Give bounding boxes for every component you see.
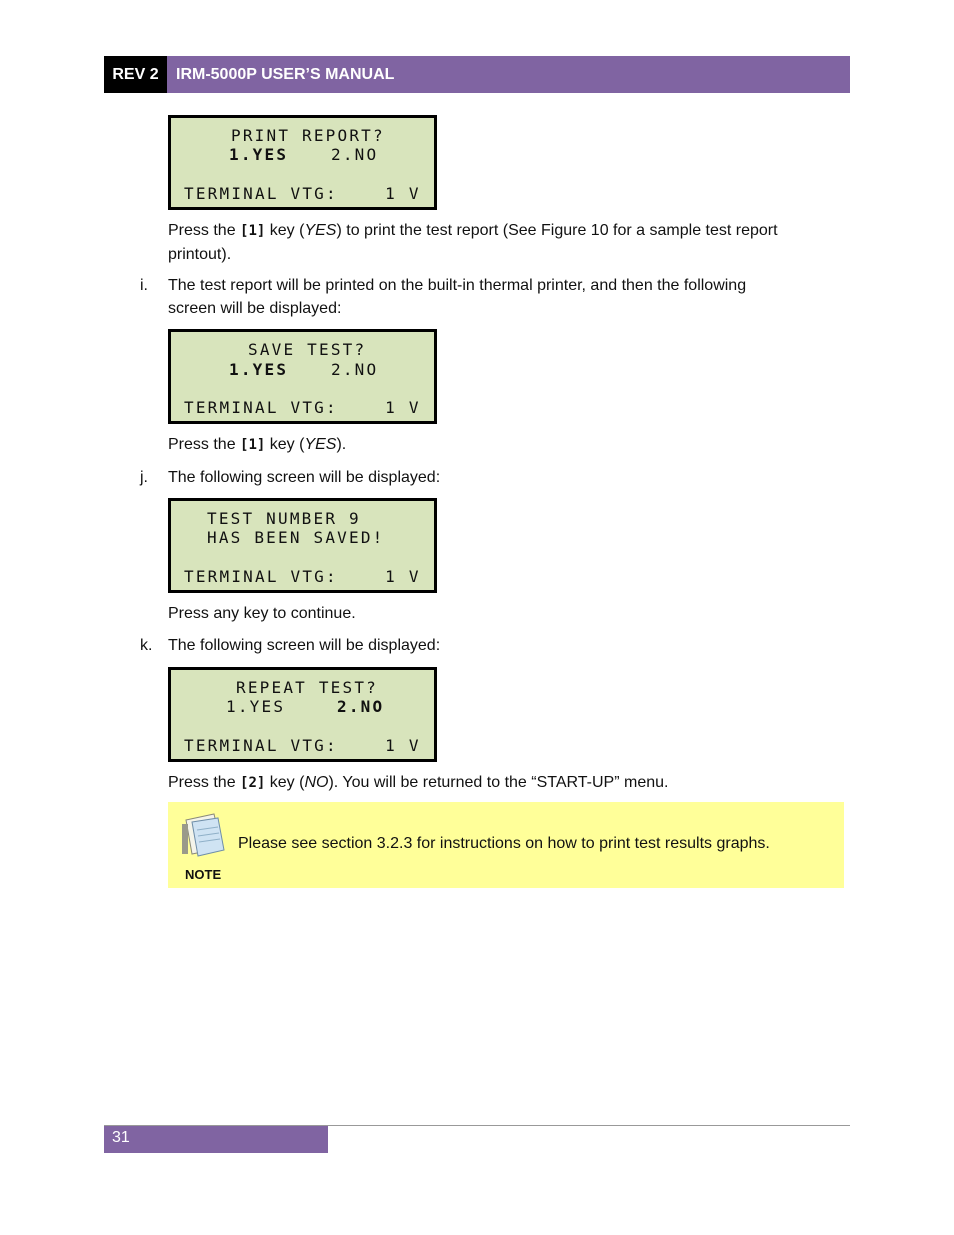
paragraph-press-any-key: Press any key to continue. — [168, 605, 356, 622]
list-marker-j: j. — [140, 469, 148, 486]
list-item-k: The following screen will be displayed: — [168, 637, 441, 654]
list-item-j: The following screen will be displayed: — [168, 469, 441, 486]
lcd-yes-option: 1.YES — [229, 360, 289, 379]
note-box — [168, 802, 844, 888]
key-label: [1] — [240, 223, 266, 239]
notepad-icon — [178, 810, 230, 858]
lcd-repeat-test — [168, 667, 437, 762]
lcd-line-2: HAS BEEN SAVED! — [207, 528, 385, 547]
manual-title: IRM-5000P USER’S MANUAL — [167, 56, 850, 93]
lcd-yes-option: 1.YES — [226, 697, 286, 716]
lcd-no-option: 2.NO — [331, 145, 379, 164]
paragraph-press-2-no: Press the [2] key (NO). You will be returned to the “START-UP” menu. — [168, 774, 669, 791]
lcd-terminal-voltage: TERMINAL VTG: 1 V — [184, 736, 421, 755]
lcd-line-1: REPEAT TEST? — [236, 678, 378, 697]
note-label: NOTE — [185, 867, 222, 882]
lcd-yes-option: 1.YES — [229, 145, 289, 164]
lcd-terminal-voltage: TERMINAL VTG: 1 V — [184, 184, 421, 203]
lcd-terminal-voltage: TERMINAL VTG: 1 V — [184, 567, 421, 586]
lcd-test-saved — [168, 498, 437, 593]
lcd-line-1: TEST NUMBER 9 — [207, 509, 361, 528]
list-marker-k: k. — [140, 637, 153, 654]
list-marker-i: i. — [140, 277, 148, 294]
lcd-terminal-voltage: TERMINAL VTG: 1 V — [184, 398, 421, 417]
paragraph-press-1-save: Press the [1] key (YES). — [168, 436, 347, 453]
page-header — [104, 56, 850, 93]
list-item-i: The test report will be printed on the built-in thermal printer, and then the following screen will be displayed: — [168, 277, 747, 317]
lcd-no-option: 2.NO — [337, 697, 385, 716]
paragraph-press-1-print: Press the [1] key (YES) to print the test report (See Figure 10 for a sample test report printout). — [168, 222, 778, 263]
lcd-save-test — [168, 329, 437, 424]
lcd-line-1: SAVE TEST? — [248, 340, 367, 359]
key-label: [2] — [240, 775, 266, 791]
note-text: Please see section 3.2.3 for instructions on how to print test results graphs. — [238, 835, 770, 852]
key-label: [1] — [240, 437, 266, 453]
page-number: 31 — [104, 1126, 328, 1153]
lcd-no-option: 2.NO — [331, 360, 379, 379]
lcd-line-1: PRINT REPORT? — [231, 126, 385, 145]
revision-label: REV 2 — [104, 56, 167, 93]
lcd-print-report — [168, 115, 437, 210]
